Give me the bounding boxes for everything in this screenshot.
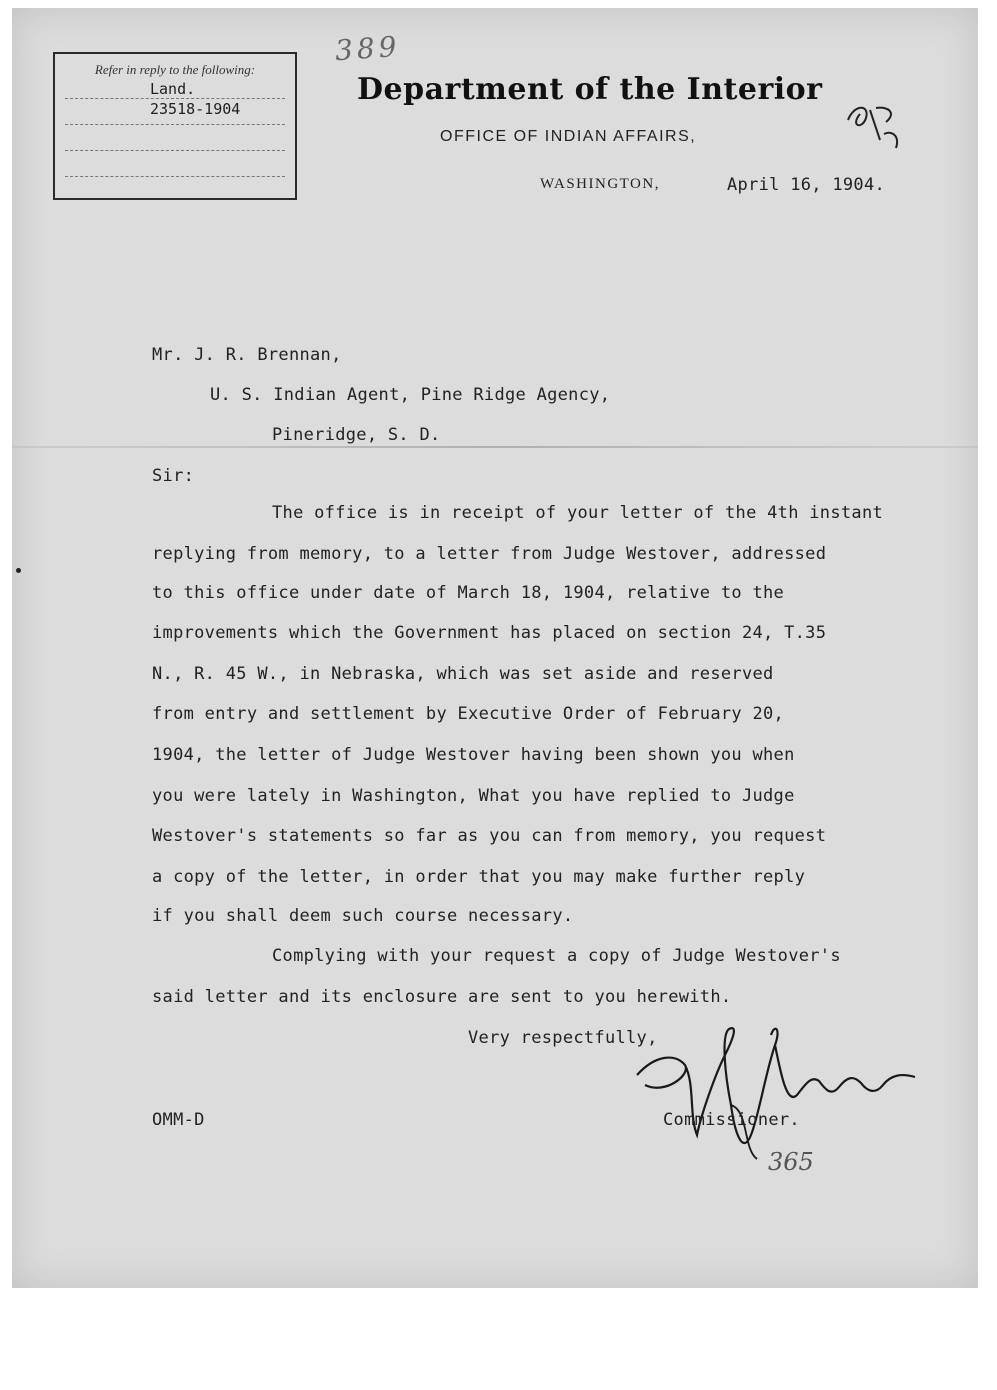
body-line: replying from memory, to a letter from Judge Westover, addressed — [152, 544, 827, 564]
body-line: Complying with your request a copy of Judge Westover's — [272, 946, 841, 966]
department-heading: Department of the Interior — [357, 72, 823, 107]
reference-file-type: Land. — [150, 80, 196, 98]
reference-line — [65, 98, 285, 99]
addressee-title: U. S. Indian Agent, Pine Ridge Agency, — [210, 385, 611, 405]
body-line: a copy of the letter, in order that you may make further reply — [152, 867, 806, 887]
reference-caption: Refer in reply to the following: — [94, 62, 256, 77]
signature — [625, 1015, 945, 1165]
page-number: 365 — [768, 1148, 814, 1176]
reference-line — [65, 124, 285, 125]
paper-fold — [12, 446, 978, 448]
closing: Very respectfully, — [468, 1028, 658, 1048]
ink-dot — [16, 568, 21, 573]
reference-box — [53, 52, 297, 200]
body-line: improvements which the Government has placed on section 24, T.35 — [152, 623, 827, 643]
letter-date: April 16, 1904. — [727, 175, 886, 195]
reference-file-number: 23518-1904 — [150, 100, 241, 118]
body-line: said letter and its enclosure are sent to you herewith. — [152, 987, 732, 1007]
office-name: OFFICE OF INDIAN AFFAIRS, — [440, 128, 697, 145]
body-line: if you shall deem such course necessary. — [152, 906, 574, 926]
body-line: to this office under date of March 18, 1904, relative to the — [152, 583, 785, 603]
city: WASHINGTON, — [540, 176, 660, 192]
body-line: Westover's statements so far as you can from memory, you request — [152, 826, 827, 846]
body-line: N., R. 45 W., in Nebraska, which was set aside and reserved — [152, 664, 774, 684]
body-line: from entry and settlement by Executive Order of February 20, — [152, 704, 785, 724]
salutation: Sir: — [152, 466, 195, 486]
body-line: 1904, the letter of Judge Westover having been shown you when — [152, 745, 795, 765]
reference-line — [65, 176, 285, 177]
addressee-name: Mr. J. R. Brennan, — [152, 345, 342, 365]
body-line: you were lately in Washington, What you have replied to Judge — [152, 786, 795, 806]
body-line: The office is in receipt of your letter of the 4th instant — [272, 503, 884, 523]
addressee-location: Pineridge, S. D. — [272, 425, 441, 445]
typist-initials: OMM-D — [152, 1110, 205, 1130]
signer-title: Commissioner. — [663, 1110, 800, 1130]
reference-line — [65, 150, 285, 151]
handwritten-number: 389 — [333, 29, 402, 68]
handwritten-initials-mark — [840, 100, 910, 160]
